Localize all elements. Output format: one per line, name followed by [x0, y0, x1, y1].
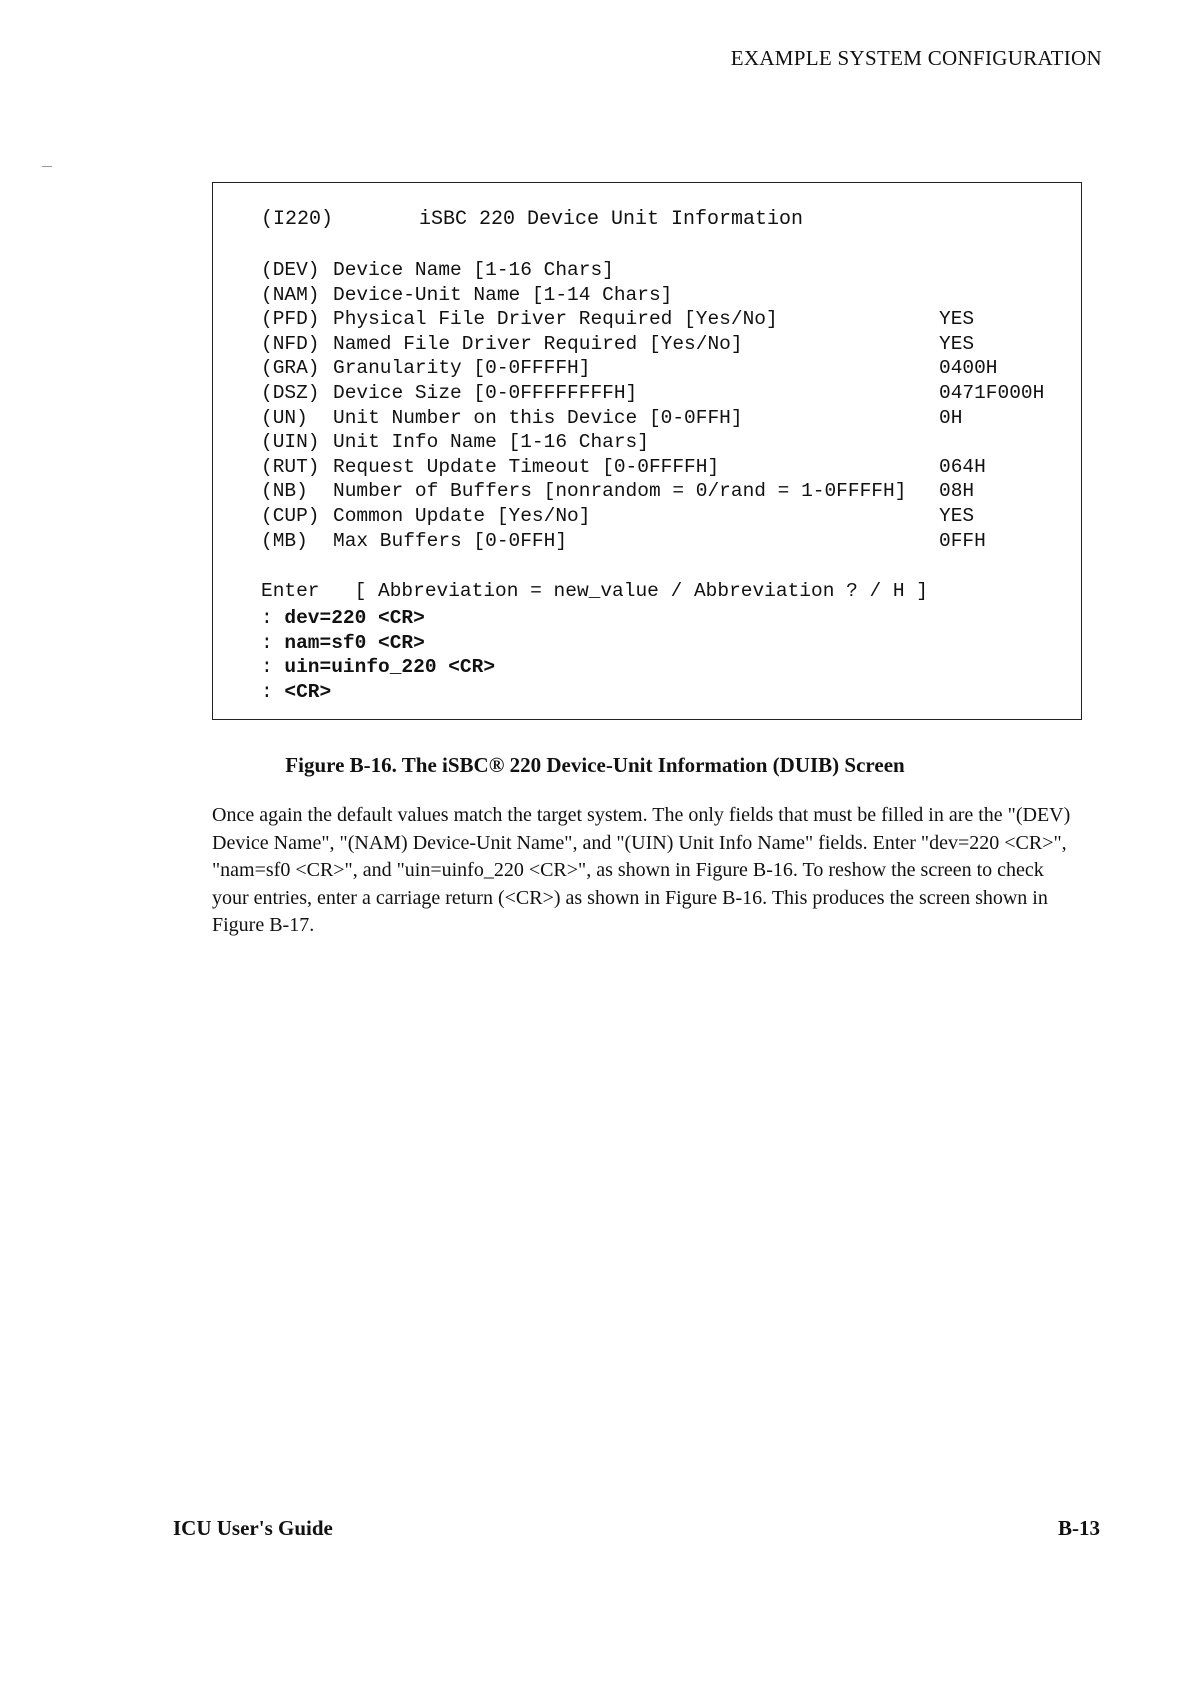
body-paragraph: Once again the default values match the target system. The only fields that must be filled in are the "(DEV) Device Name", "(NAM) Device-Unit Name", and "(UIN) Unit Info Name" fields. Enter "dev=220 <CR>", "nam=sf0 <CR>", and "uin=uinfo_220 <CR>", as shown in Figure B-16. To reshow the screen to check your entries, enter a carriage return (<CR>) as shown in Figure B-16. This produces the screen shown in Figure B-17. — [212, 804, 1071, 936]
field-row — [261, 283, 1061, 308]
field-abbr: (UN) — [261, 406, 308, 429]
command-prompt: : — [261, 680, 285, 703]
field-row — [261, 406, 1061, 431]
field-value: YES — [939, 504, 975, 527]
field-list — [261, 258, 1061, 553]
field-row — [261, 356, 1061, 381]
field-row — [261, 455, 1061, 480]
command-prompt: : — [261, 656, 285, 679]
running-header: EXAMPLE SYSTEM CONFIGURATION — [730, 46, 1102, 70]
field-value: 08H — [939, 480, 975, 503]
footer-page-number: B-13 — [1058, 1516, 1100, 1540]
command-input: nam=sf0 <CR> — [284, 631, 425, 654]
field-value: 0FFH — [939, 529, 986, 552]
field-abbr: (NFD) — [261, 332, 320, 355]
command-input: <CR> — [284, 680, 332, 703]
field-row — [261, 479, 1061, 504]
field-label: Unit Info Name [1-16 Chars] — [333, 431, 649, 454]
footer-guide-title: ICU User's Guide — [173, 1516, 333, 1540]
field-row — [261, 381, 1061, 406]
field-label: Max Buffers [0-0FFH] — [333, 529, 568, 552]
command-list — [261, 606, 495, 704]
field-abbr: (MB) — [261, 529, 308, 552]
field-label: Device Name [1-16 Chars] — [333, 259, 614, 281]
field-value: 0H — [939, 406, 963, 429]
field-label: Unit Number on this Device [0-0FFH] — [333, 406, 743, 429]
field-value: 0400H — [939, 357, 998, 380]
field-abbr: (CUP) — [261, 504, 320, 527]
field-abbr: (RUT) — [261, 455, 320, 478]
enter-prompt: Enter [ Abbreviation = new_value / Abbreviation ? / H ] — [261, 580, 929, 602]
screen-code: (I220) — [261, 208, 334, 231]
field-label: Physical File Driver Required [Yes/No] — [333, 308, 778, 331]
screen-title-line — [261, 208, 803, 231]
field-abbr: (GRA) — [261, 357, 320, 380]
field-label: Granularity [0-0FFFFH] — [333, 357, 591, 380]
field-row — [261, 430, 1061, 455]
field-label: Request Update Timeout [0-0FFFFH] — [333, 455, 720, 478]
command-line — [261, 631, 495, 656]
field-abbr: (DSZ) — [261, 381, 320, 404]
field-abbr: (NB) — [261, 480, 308, 503]
field-row — [261, 258, 1061, 283]
command-line — [261, 680, 495, 705]
figure-caption: Figure B-16. The iSBC® 220 Device-Unit Information (DUIB) Screen — [285, 753, 905, 777]
field-row — [261, 529, 1061, 554]
field-label: Device Size [0-0FFFFFFFFH] — [333, 381, 638, 404]
command-line — [261, 606, 495, 631]
field-row — [261, 332, 1061, 357]
field-label: Named File Driver Required [Yes/No] — [333, 332, 743, 355]
field-row — [261, 504, 1061, 529]
screen-title: iSBC 220 Device Unit Information — [419, 208, 804, 231]
margin-mark — [42, 166, 52, 167]
field-value: 064H — [939, 455, 986, 478]
field-abbr: (PFD) — [261, 308, 320, 331]
command-line — [261, 655, 495, 680]
field-value: 0471F000H — [939, 381, 1045, 404]
field-label: Common Update [Yes/No] — [333, 504, 591, 527]
field-label: Device-Unit Name [1-14 Chars] — [333, 283, 673, 306]
command-input: uin=uinfo_220 <CR> — [284, 656, 496, 679]
field-abbr: (NAM) — [261, 283, 320, 306]
command-prompt: : — [261, 631, 285, 654]
field-value: YES — [939, 308, 975, 331]
field-value: YES — [939, 332, 975, 355]
field-row — [261, 307, 1061, 332]
command-input: dev=220 <CR> — [284, 607, 425, 629]
field-label: Number of Buffers [nonrandom = 0/rand = 1-0FFFFH] — [333, 480, 907, 503]
terminal-screen-figure — [212, 182, 1082, 720]
field-abbr: (DEV) — [261, 259, 320, 281]
field-abbr: (UIN) — [261, 431, 320, 454]
command-prompt: : — [261, 607, 285, 629]
